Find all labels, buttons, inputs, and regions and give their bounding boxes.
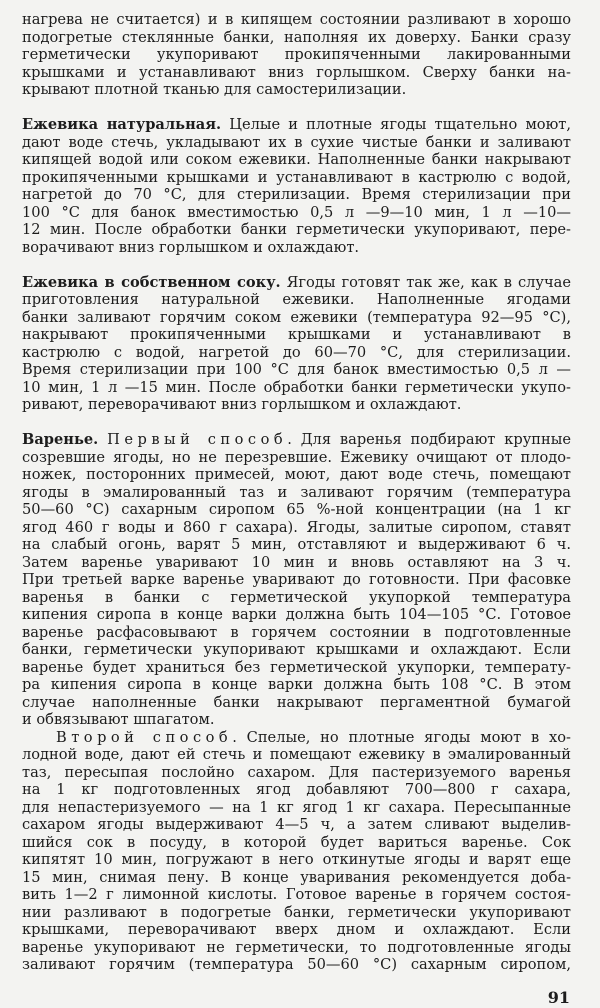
line-text: Целые и плотные ягоды тщательно моют, xyxy=(229,116,571,133)
method-heading: Второй способ xyxy=(56,728,233,746)
text-line xyxy=(22,239,571,257)
line-text: 50—60 °С) сахарным сиропом 65 %-ной концентрации (на 1 кг xyxy=(22,501,571,518)
line-text: кипения сиропа в конце варки должна быть 104—105 °С. Готовое xyxy=(22,606,571,623)
line-text: варенье будет храниться без герметической укупорки, температу- xyxy=(22,658,571,676)
text-line xyxy=(22,694,571,712)
text-line xyxy=(22,81,571,99)
line-text: для непастеризуемого — на 1 кг ягод 1 кг сахара. Пересыпанные xyxy=(22,798,571,816)
text-line xyxy=(22,221,571,239)
text-line xyxy=(22,676,571,694)
section-heading: Ежевика натуральная. xyxy=(22,116,222,133)
text-line xyxy=(22,309,571,327)
line-text: варенья в банки с герметической укупоркой температура xyxy=(22,588,571,606)
text-line xyxy=(22,11,571,29)
method-heading: Первый способ xyxy=(107,431,288,448)
text-line xyxy=(22,519,571,537)
text-line xyxy=(22,571,571,589)
section-heading: Варенье. xyxy=(22,431,99,448)
line-text: лодной воде, дают ей стечь и помещают ежевику в эмалированный xyxy=(22,746,571,763)
line-text: случае наполненные банки накрывают пергаментной бумагой xyxy=(22,693,571,711)
text-line xyxy=(22,501,571,519)
paragraph xyxy=(22,729,571,974)
text-line xyxy=(22,64,571,82)
line-text: крышками, переворачивают вверх дном и охлаждают. Если xyxy=(22,921,571,938)
text-line xyxy=(22,29,571,47)
line-text: подогретые стеклянные банки, наполняя их доверху. Банки сразу xyxy=(22,28,571,46)
line-text: ривают, переворачивают вниз горлышком и охлаждают. xyxy=(22,396,462,413)
line-text: заливают горячим (температура 50—60 °С) сахарным сиропом, xyxy=(22,956,571,973)
line-text: ворачивают вниз горлышком и охлаждают. xyxy=(22,238,360,256)
text-line xyxy=(22,46,571,64)
text-line xyxy=(22,606,571,624)
text-line xyxy=(22,204,571,222)
line-text: кипятят 10 мин, погружают в него откинутые ягоды и варят еще xyxy=(22,851,571,868)
section-heading: Ежевика в собственном соку. xyxy=(22,273,281,291)
line-text: варенье расфасовывают в горячем состоянии в подготовленные xyxy=(22,623,571,641)
text-line xyxy=(22,169,571,187)
line-text: ягоды в эмалированный таз и заливают горячим (температура xyxy=(22,483,571,501)
text-line xyxy=(22,659,571,677)
text-line xyxy=(22,186,571,204)
text-line xyxy=(22,484,571,502)
text-line xyxy=(22,711,571,729)
text-line xyxy=(22,379,571,397)
line-text: нагретой до 70 °С, для стерилизации. Время стерилизации при xyxy=(22,186,571,203)
text-line xyxy=(22,921,571,939)
line-text: нагрева не считается) и в кипящем состоянии разливают в хорошо xyxy=(22,11,571,28)
text-line xyxy=(22,886,571,904)
text-line xyxy=(22,554,571,572)
line-text: кастрюлю с водой, нагретой до 60—70 °С, для стерилизации. xyxy=(22,343,571,361)
text-line xyxy=(22,344,571,362)
line-text: ра кипения сиропа в конце варки должна быть 108 °С. В этом xyxy=(22,676,571,693)
text-line xyxy=(22,151,571,169)
line-text: банки заливают горячим соком ежевики (температура 92—95 °С), xyxy=(22,308,571,326)
line-text: на слабый огонь, варят 5 мин, отставляют и выдерживают 6 ч. xyxy=(22,536,571,553)
text-line xyxy=(22,449,571,467)
text-line xyxy=(22,729,571,747)
line-text: сахаром ягоды выдерживают 4—5 ч, а затем сливают выделив- xyxy=(22,816,571,833)
line-text: дают воде стечь, укладывают их в сухие чистые банки и заливают xyxy=(22,133,571,151)
text-line xyxy=(22,116,571,134)
line-text: 10 мин, 1 л —15 мин. После обработки банки герметически укупо- xyxy=(22,378,571,396)
line-text: шийся сок в посуду, в которой будет вариться варенье. Сок xyxy=(22,833,571,851)
text-line xyxy=(22,361,571,379)
line-text: 12 мин. После обработки банки герметически укупоривают, пере- xyxy=(22,221,571,238)
line-text: Время стерилизации при 100 °С для банок вместимостью 0,5 л — xyxy=(22,361,571,378)
line-text: накрывают прокипяченными крышками и устанавливают в xyxy=(22,326,571,343)
text-line xyxy=(22,326,571,344)
line-text: крышками и устанавливают вниз горлышком. Сверху банки на- xyxy=(22,63,571,81)
text-line xyxy=(22,939,571,957)
text-line xyxy=(22,834,571,852)
line-text: на 1 кг подготовленных ягод добавляют 700—800 г сахара, xyxy=(22,781,571,798)
text-line xyxy=(22,536,571,554)
text-line xyxy=(22,431,571,449)
paragraph xyxy=(22,11,571,99)
text-line xyxy=(22,466,571,484)
paragraph xyxy=(22,274,571,414)
line-text: ягод 460 г воды и 860 г сахара). Ягоды, залитые сиропом, ставят xyxy=(22,518,571,536)
line-text: 100 °С для банок вместимостью 0,5 л —9—10 мин, 1 л —10— xyxy=(22,203,571,221)
text-line xyxy=(22,956,571,974)
text-line xyxy=(22,781,571,799)
line-text: Затем варенье уваривают 10 мин и вновь оставляют на 3 ч. xyxy=(22,553,571,571)
text-line xyxy=(22,274,571,292)
paragraph xyxy=(22,116,571,256)
line-text: банки, герметически укупоривают крышками и охлаждают. Если xyxy=(22,641,571,658)
line-text: вить 1—2 г лимонной кислоты. Готовое варенье в горячем состоя- xyxy=(22,886,571,903)
line-text: . Для варенья подбирают крупные xyxy=(287,431,572,448)
text-line xyxy=(22,291,571,309)
text-line xyxy=(22,134,571,152)
text-line xyxy=(22,641,571,659)
line-text: варенье укупоривают не герметически, то подготовленные ягоды xyxy=(22,938,571,956)
line-text: 15 мин, снимая пену. В конце уваривания рекомендуется доба- xyxy=(22,868,571,886)
page-number: 91 xyxy=(547,988,570,1007)
line-text: ножек, посторонних примесей, моют, дают воде стечь, помещают xyxy=(22,466,571,483)
line-text: приготовления натуральной ежевики. Наполненные ягодами xyxy=(22,291,571,308)
text-line xyxy=(22,746,571,764)
line-text: таз, пересыпая послойно сахаром. Для пастеризуемого варенья xyxy=(22,763,571,781)
text-line xyxy=(22,396,571,414)
line-text: прокипяченными крышками и устанавливают в кастрюлю с водой, xyxy=(22,168,571,186)
paragraph xyxy=(22,431,571,729)
text-line xyxy=(22,816,571,834)
line-text: созревшие ягоды, но не перезревшие. Ежевику очищают от плодо- xyxy=(22,448,571,466)
line-text: кипящей водой или соком ежевики. Наполненные банки накрывают xyxy=(22,151,571,168)
line-text: . Спелые, но плотные ягоды моют в хо- xyxy=(232,728,571,746)
text-line xyxy=(22,624,571,642)
text-line xyxy=(22,851,571,869)
line-text: Ягоды готовят так же, как в случае xyxy=(286,273,571,291)
line-text: нии разливают в подогретые банки, герметически укупоривают xyxy=(22,903,571,921)
line-text: и обвязывают шпагатом. xyxy=(22,711,215,728)
text-line xyxy=(22,799,571,817)
line-text: При третьей варке варенье уваривают до готовности. При фасовке xyxy=(22,571,571,588)
text-line xyxy=(22,904,571,922)
line-text: герметически укупоривают прокипяченными лакированными xyxy=(22,46,571,63)
text-line xyxy=(22,869,571,887)
text-line xyxy=(22,764,571,782)
text-line xyxy=(22,589,571,607)
book-page-text xyxy=(22,11,571,991)
line-text: крывают плотной тканью для самостерилизации. xyxy=(22,81,407,98)
